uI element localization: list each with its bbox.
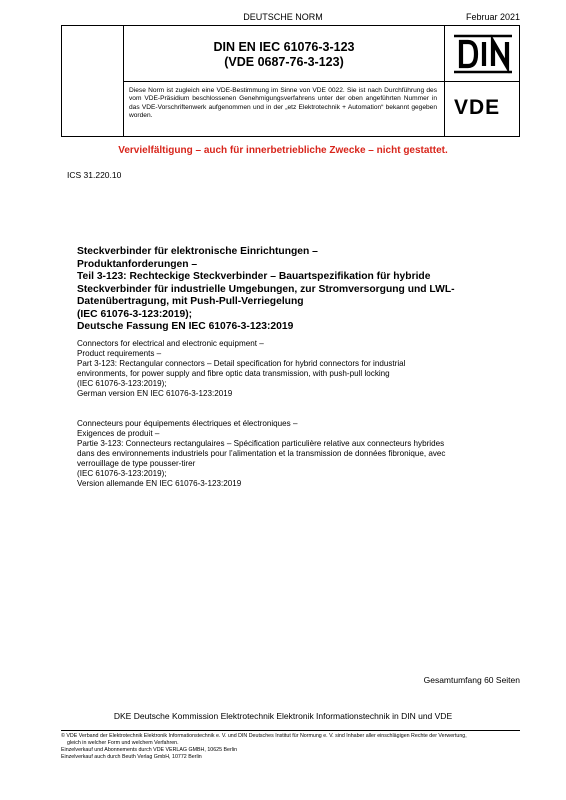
standard-number: DIN EN IEC 61076-3-123 (213, 40, 355, 54)
copyright-line: © VDE Verband der Elektrotechnik Elektronik Informationstechnik e. V. und DIN Deutsches Institut für Normung e. V. sind Inhaber aller einschlägigen Rechte der Verwertung, (61, 733, 467, 739)
german-title-line: (IEC 61076-3-123:2019); (77, 308, 193, 320)
german-title (77, 246, 517, 334)
french-title-line: Connecteurs pour équipements électriques et électroniques – (77, 419, 298, 428)
german-title-line: Steckverbinder für industrielle Umgebungen, zur Stromversorgung und LWL- (77, 283, 455, 295)
english-title-line: Connectors for electrical and electronic equipment – (77, 339, 264, 348)
german-title-line: Datenübertragung, mit Push-Pull-Verriegelung (77, 296, 304, 307)
english-title-line: Product requirements – (77, 349, 162, 358)
vde-logo: VDE (454, 96, 501, 119)
vde-regulation-note: Diese Norm ist zugleich eine VDE-Bestimmung im Sinne von VDE 0022. Sie ist nach Durchführung des vom VDE-Präsidium beschlossenen Genehmigungsverfahrens unter der oben angeführten Nummer in das VDE-Vorschriftenwerk aufgenommen und in der „etz Elektrotechnik + Automation“ bekannt gegeben worden. (129, 87, 437, 119)
german-title-line: Deutsche Fassung EN IEC 61076-3-123:2019 (77, 321, 294, 332)
german-title-line: Produktanforderungen – (77, 258, 198, 270)
sales-line: Einzelverkauf und Abonnements durch VDE VERLAG GMBH, 10625 Berlin (61, 747, 238, 753)
english-title-line: Part 3-123: Rectangular connectors – Detail specification for hybrid connectors for industrial (77, 359, 406, 368)
divider-horizontal (123, 81, 519, 82)
french-title-line: Partie 3-123: Connecteurs rectangulaires – Spécification particulière relative aux connecteurs hybrides (77, 439, 445, 448)
english-title-line: (IEC 61076-3-123:2019); (77, 379, 167, 388)
standard-type-label: DEUTSCHE NORM (243, 12, 323, 22)
ics-code: ICS 31.220.10 (67, 170, 122, 180)
sales-line: Einzelverkauf auch durch Beuth Verlag GmbH, 10772 Berlin (61, 754, 202, 760)
french-title-line: verrouillage de type pousser-tirer (77, 459, 196, 468)
german-title-line: Teil 3-123: Rechteckige Steckverbinder – Bauartspezifikation für hybride (77, 271, 431, 282)
title-block (61, 25, 520, 137)
french-title-line: Exigences de produit – (77, 429, 160, 438)
footer-rule (61, 730, 520, 731)
french-title-line: Version allemande EN IEC 61076-3-123:2019 (77, 479, 242, 488)
english-title (77, 339, 517, 399)
french-title-line: dans des environnements industriels pour l’alimentation et la transmission de données fibronique, avec (77, 449, 446, 458)
reproduction-warning: Vervielfältigung – auch für innerbetriebliche Zwecke – nicht gestattet. (118, 145, 448, 156)
english-title-line: German version EN IEC 61076-3-123:2019 (77, 389, 233, 398)
copyright-line: gleich in welcher Form und welchem Verfahren. (67, 740, 179, 746)
german-title-line: Steckverbinder für elektronische Einrichtungen – (77, 246, 318, 257)
din-logo-icon (452, 34, 514, 74)
french-title (77, 419, 517, 489)
vde-classification-number: (VDE 0687-76-3-123) (224, 55, 344, 69)
english-title-line: environments, for power supply and fibre optic data transmission, with push-pull locking (77, 369, 390, 378)
publication-date: Februar 2021 (465, 12, 520, 22)
total-pages: Gesamtumfang 60 Seiten (423, 675, 520, 685)
french-title-line: (IEC 61076-3-123:2019); (77, 469, 167, 478)
copyright-footer (61, 733, 561, 761)
committee-name: DKE Deutsche Kommission Elektrotechnik Elektronik Informationstechnik in DIN und VDE (113, 711, 453, 721)
